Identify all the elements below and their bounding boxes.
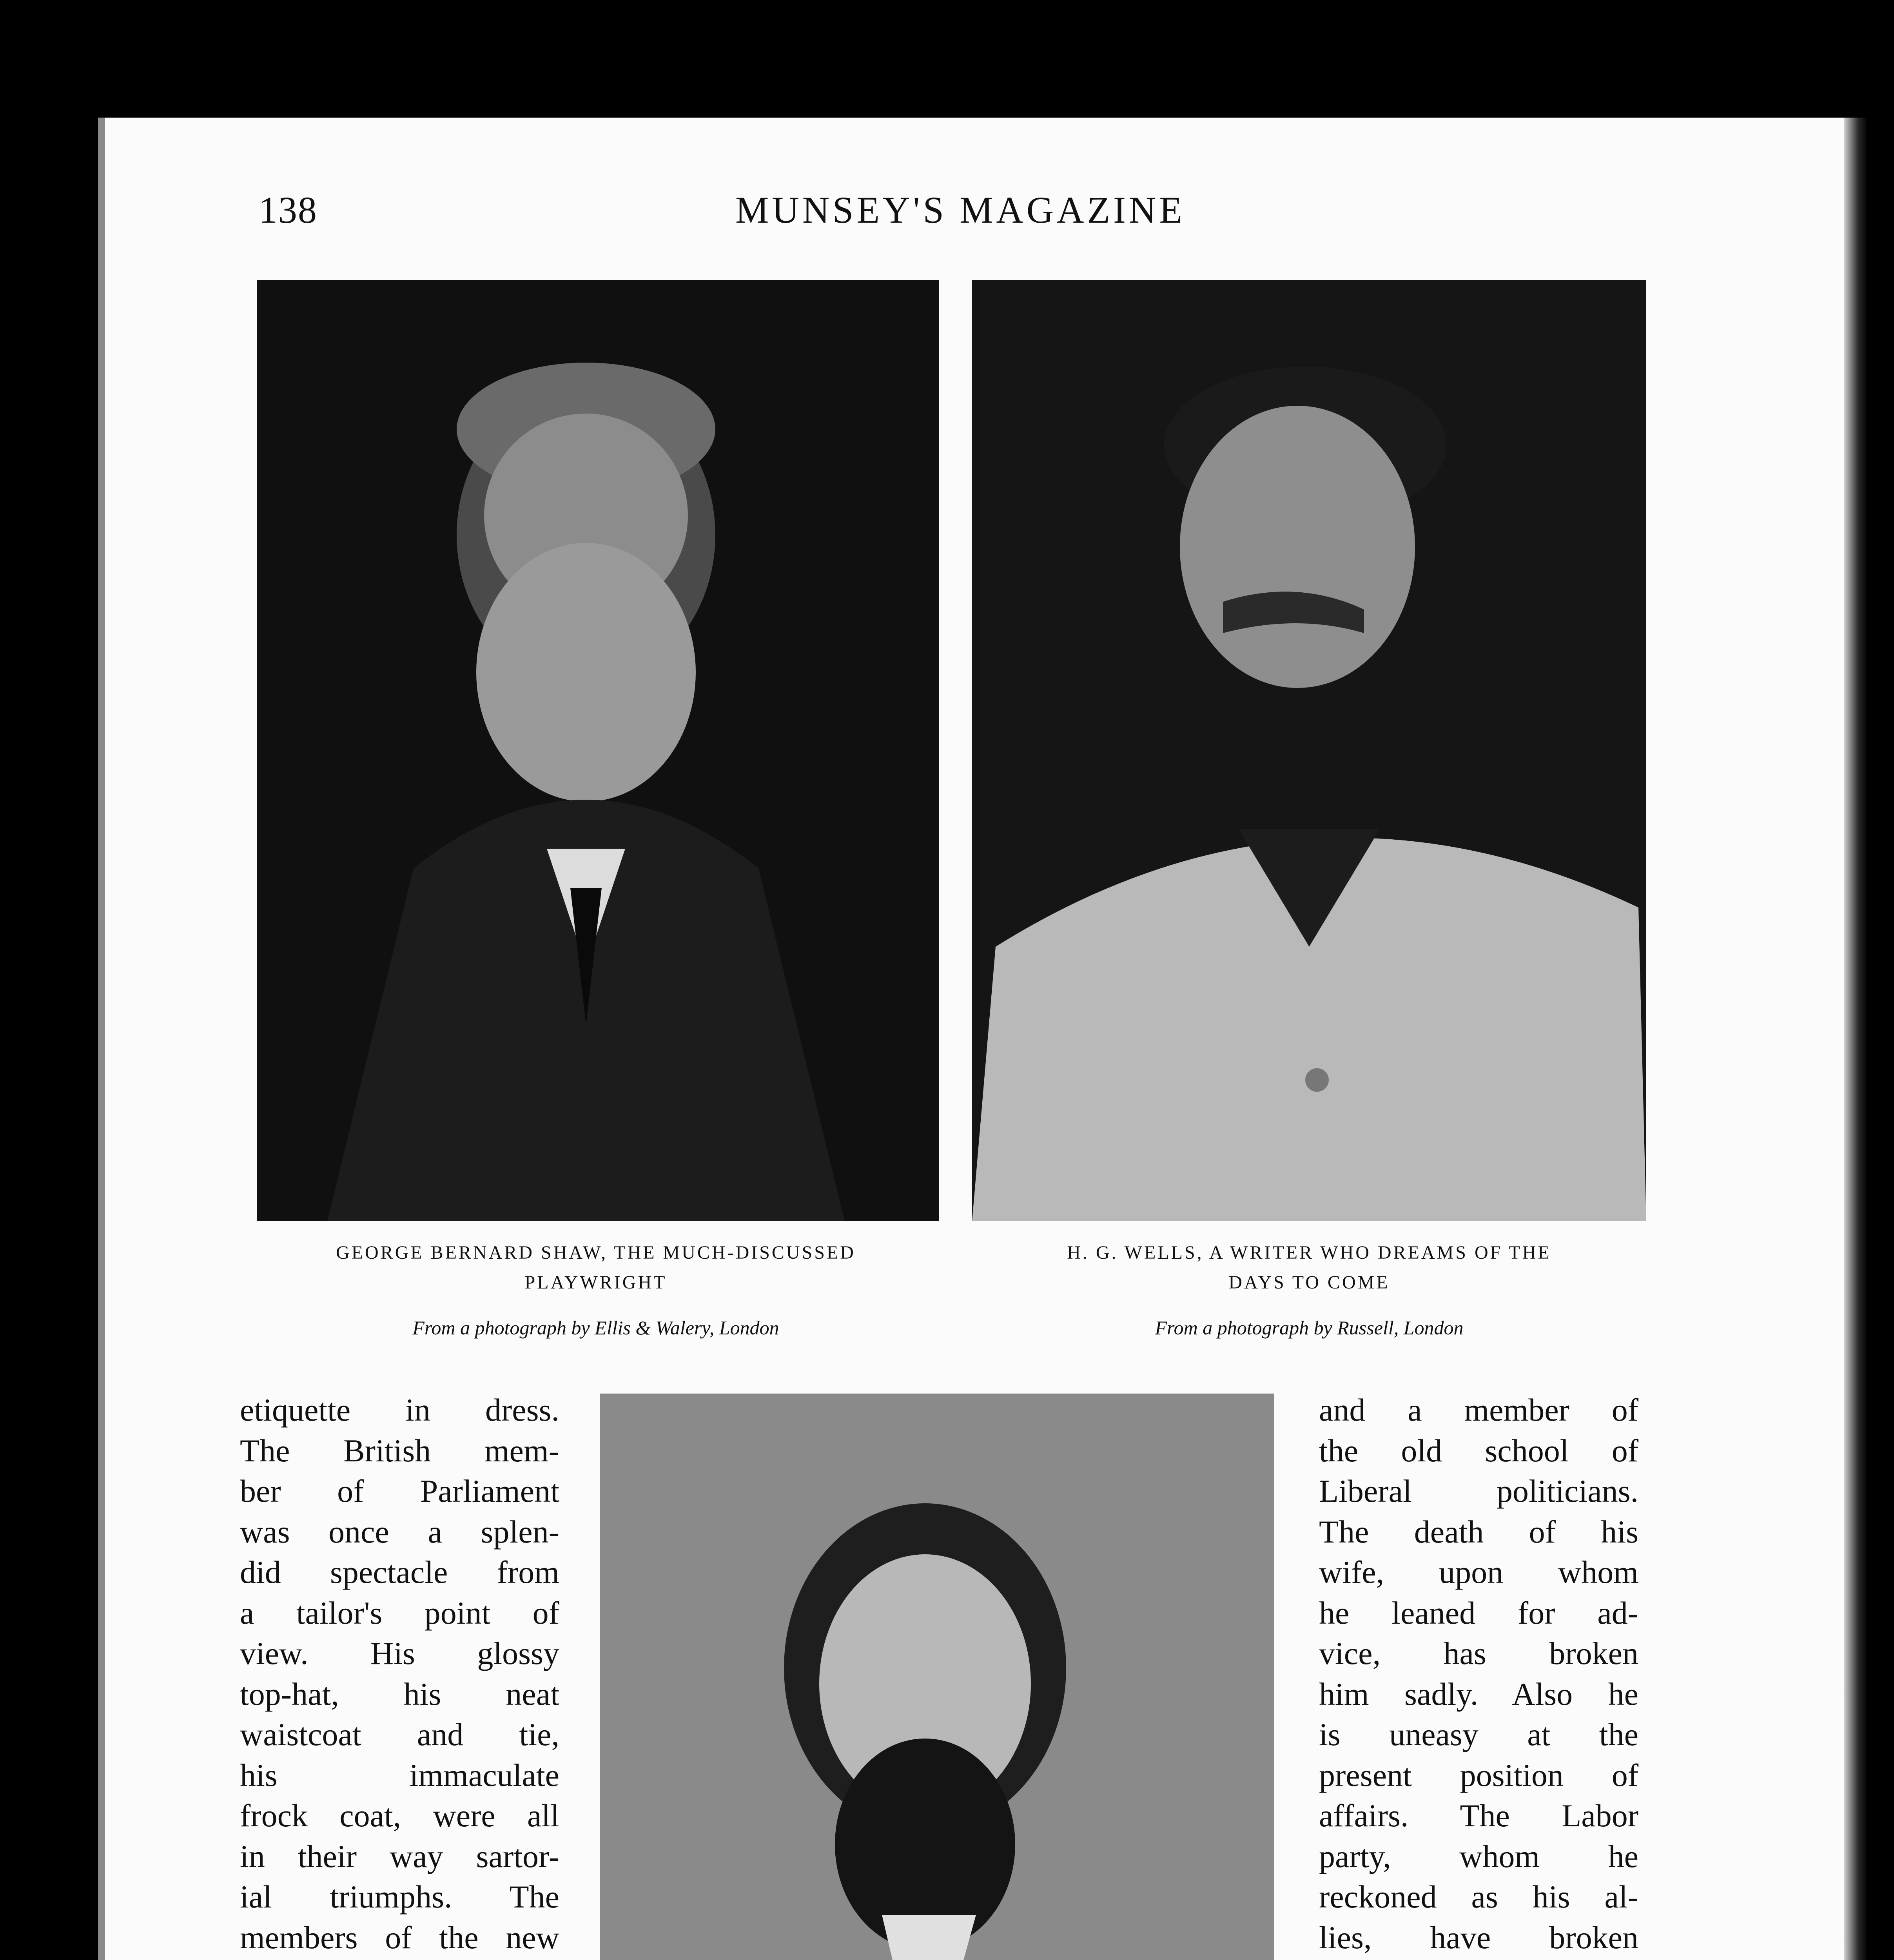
text-line: was once a splen-: [240, 1514, 559, 1550]
text-line: [1319, 1958, 1638, 1960]
portrait-caine-image: [600, 1394, 1274, 1960]
caption-line: H. G. WELLS, A WRITER WHO DREAMS OF THE: [1067, 1242, 1551, 1263]
caption-line: PLAYWRIGHT: [524, 1272, 667, 1293]
page-gutter: [1844, 118, 1868, 1960]
text-line: did spectacle from: [240, 1554, 559, 1590]
page-number: 138: [259, 189, 317, 231]
text-line: top-hat, his neat: [240, 1676, 559, 1712]
text-line: ial triumphs. The: [240, 1879, 559, 1915]
text-column-left: [240, 1390, 559, 1960]
text-line: ber of Parliament: [240, 1473, 559, 1509]
text-line: etiquette in dress.: [240, 1392, 559, 1428]
text-line: his immaculate: [240, 1757, 559, 1793]
text-line: he leaned for ad-: [1319, 1595, 1638, 1631]
text-line: view. His glossy: [240, 1635, 559, 1671]
text-line: is uneasy at the: [1319, 1717, 1638, 1752]
text-line: members of the new: [240, 1919, 559, 1955]
text-line: affairs. The Labor: [1319, 1798, 1638, 1833]
text-line: and a member of: [1319, 1392, 1638, 1428]
text-line: lies, have broken: [1319, 1919, 1638, 1955]
magazine-title: MUNSEY'S MAGAZINE: [735, 189, 1185, 231]
text-line: reckoned as his al-: [1319, 1879, 1638, 1915]
text-line: in their way sartor-: [240, 1838, 559, 1874]
page-left-edge: [98, 118, 105, 1960]
text-line: waistcoat and tie,: [240, 1717, 559, 1752]
text-line: The British mem-: [240, 1432, 559, 1468]
text-line: The death of his: [1319, 1514, 1638, 1550]
caption-shaw: [243, 1238, 949, 1298]
photo-wells: [972, 280, 1646, 1221]
photo-caine: [600, 1394, 1274, 1960]
text-line: party, whom he: [1319, 1838, 1638, 1874]
text-line: frock coat, were all: [240, 1798, 559, 1833]
text-line: [240, 1958, 559, 1960]
credit-wells: From a photograph by Russell, London: [1155, 1317, 1464, 1339]
running-head: [0, 188, 1894, 235]
text-line: Liberal politicians.: [1319, 1473, 1638, 1509]
caption-line: GEORGE BERNARD SHAW, THE MUCH-DISCUSSED: [336, 1242, 856, 1263]
caption-line: DAYS TO COME: [1228, 1272, 1390, 1293]
portrait-wells-image: [972, 280, 1646, 1221]
text-line: present position of: [1319, 1757, 1638, 1793]
text-column-right: [1319, 1390, 1638, 1960]
text-line: the old school of: [1319, 1432, 1638, 1468]
text-line: him sadly. Also he: [1319, 1676, 1638, 1712]
text-line: vice, has broken: [1319, 1635, 1638, 1671]
caption-wells: [968, 1238, 1650, 1298]
credit-shaw: From a photograph by Ellis & Walery, London: [412, 1317, 779, 1339]
photo-shaw: [257, 280, 939, 1221]
portrait-shaw-image: [257, 280, 939, 1221]
text-line: a tailor's point of: [240, 1595, 559, 1631]
text-line: wife, upon whom: [1319, 1554, 1638, 1590]
